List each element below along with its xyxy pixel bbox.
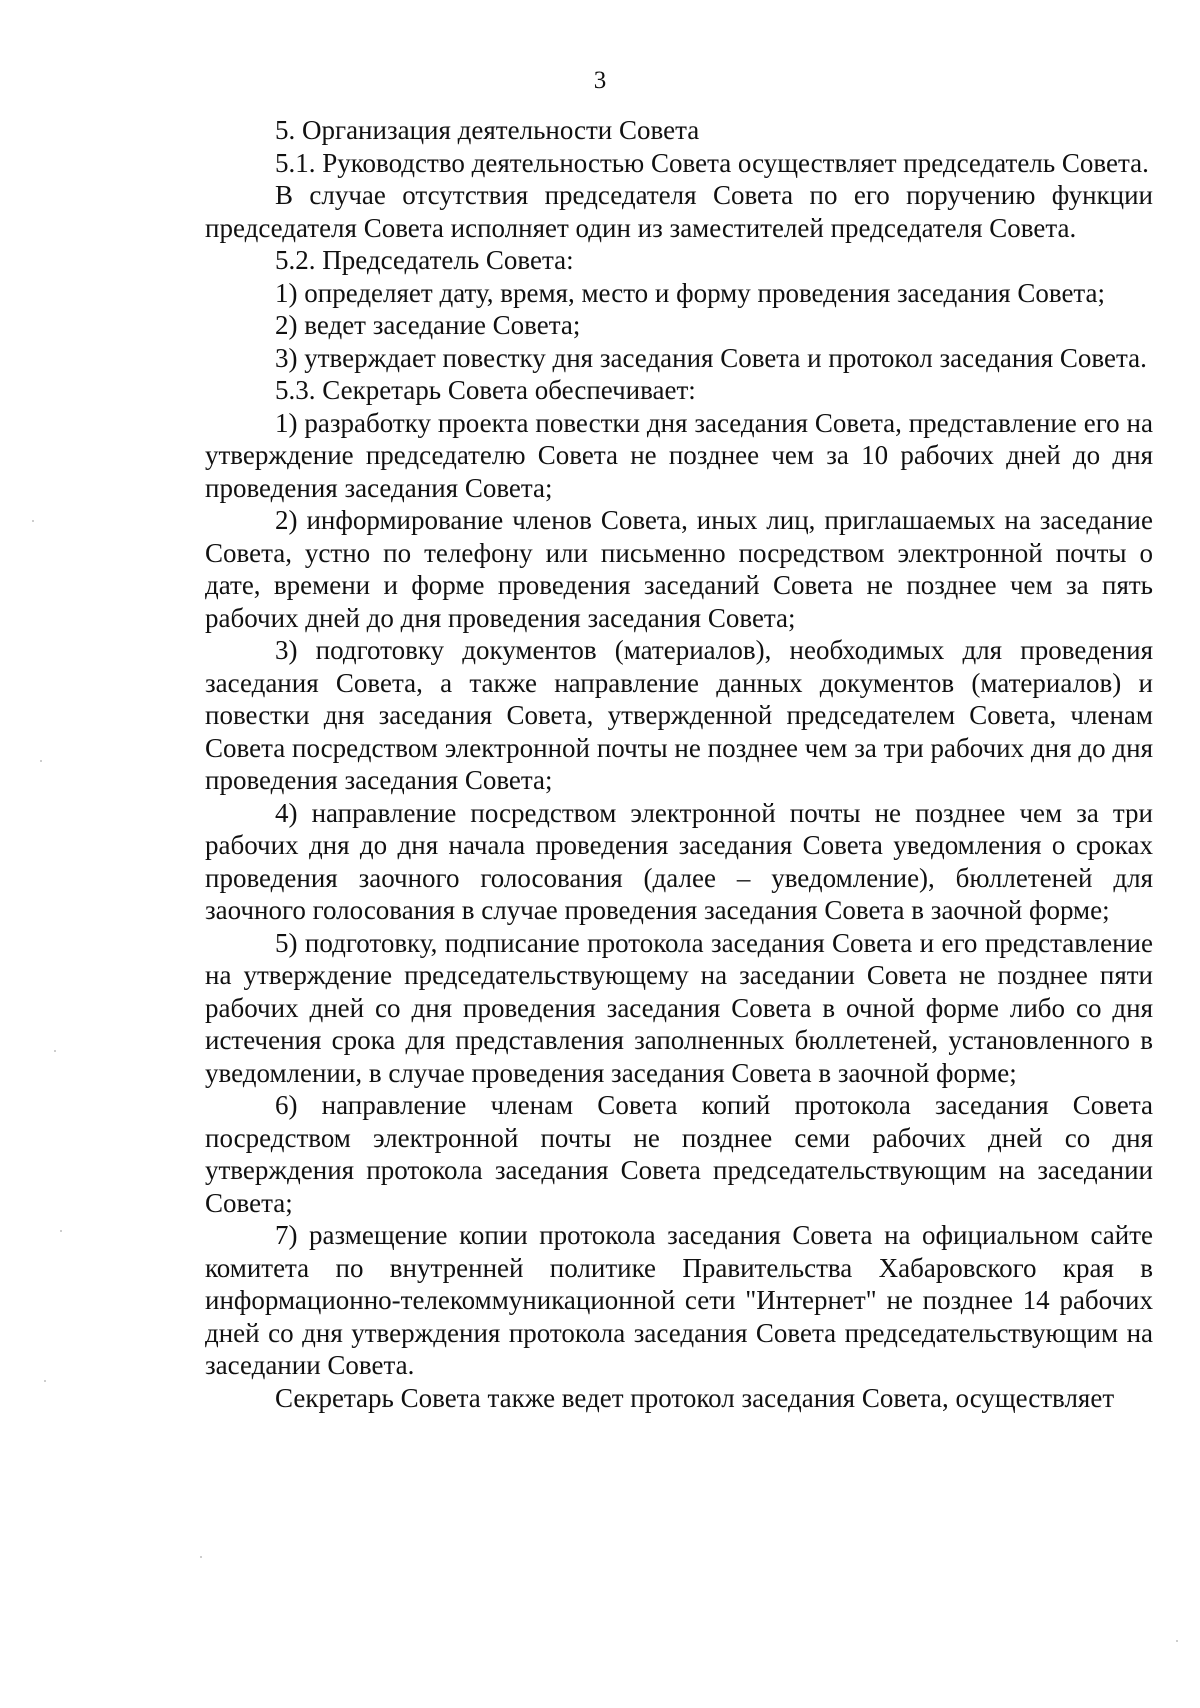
list-item-5-3-1: 1) разработку проекта повестки дня заседания Совета, представление его на утверждение председателю Совета не позднее чем за 10 рабочих дней до дня проведения заседания Совета; [205, 407, 1153, 503]
scan-speck [44, 1380, 46, 1382]
paragraph-5-3: 5.3. Секретарь Совета обеспечивает: [275, 375, 696, 405]
scan-speck [54, 1050, 56, 1052]
paragraph-chairman-absence: В случае отсутствия председателя Совета по его поручению функции председателя Совета исполняет один из заместителей председателя Совета. [205, 180, 1153, 243]
scan-speck [1176, 1640, 1178, 1642]
paragraph-5-1: 5.1. Руководство деятельностью Совета осуществляет председатель Совета. [275, 147, 1149, 178]
section-heading: 5. Организация деятельности Совета [275, 115, 700, 145]
scan-speck [200, 1556, 202, 1558]
page-number: 3 [593, 67, 607, 94]
list-item-5-3-2: 2) информирование членов Совета, иных лиц, приглашаемых на заседание Совета, устно по телефону или письменно посредством электронной почты о дате, времени и форме проведения заседаний Совета не позднее чем за пять рабочих дней до дня проведения заседания Совета; [205, 505, 1153, 633]
list-item-5-3-3: 3) подготовку документов (материалов), необходимых для проведения заседания Совета, а также направление данных документов (материалов) и повестки дня заседания Совета, утвержденной председателем Совета, членам Совета посредством электронной почты не позднее чем за три рабочих дня до дня проведения заседания Совета; [205, 635, 1153, 795]
list-item-5-3-7: 7) размещение копии протокола заседания Совета на официальном сайте комитета по внутренней политике Правительства Хабаровского края в информационно-телекоммуникационной сети "Интернет" не позднее 14 рабочих дней со дня утверждения протокола заседания Совета председательствующим на заседании Совета. [205, 1220, 1153, 1380]
paragraph-secretary-duties: Секретарь Совета также ведет протокол заседания Совета, осуществляет [275, 1382, 1115, 1413]
list-item-5-2-1: 1) определяет дату, время, место и форму проведения заседания Совета; [275, 277, 1106, 308]
scan-speck [40, 760, 42, 762]
list-item-5-3-6: 6) направление членам Совета копий протокола заседания Совета посредством электронной почты не позднее семи рабочих дней со дня утверждения протокола заседания Совета председательствующим на заседании Совета; [205, 1090, 1153, 1218]
list-item-5-3-5: 5) подготовку, подписание протокола заседания Совета и его представление на утверждение председательствующему на заседании Совета не позднее пяти рабочих дней со дня проведения заседания Совета в очной форме либо со дня истечения срока для представления заполненных бюллетеней, установленного в уведомлении, в случае проведения заседания Совета в заочной форме; [205, 927, 1153, 1088]
list-item-5-3-4: 4) направление посредством электронной почты не позднее чем за три рабочих дня до дня начала проведения заседания Совета уведомления о сроках проведения заочного голосования (далее – уведомление), бюллетеней для заочного голосования в случае проведения заседания Совета в заочной форме; [205, 797, 1153, 925]
list-item-5-2-3: 3) утверждает повестку дня заседания Совета и протокол заседания Совета. [275, 342, 1147, 373]
scan-speck [60, 1230, 62, 1232]
scan-speck [32, 520, 34, 522]
document-body [205, 114, 1153, 1414]
paragraph-5-2: 5.2. Председатель Совета: [275, 245, 574, 275]
list-item-5-2-2: 2) ведет заседание Совета; [275, 310, 581, 340]
